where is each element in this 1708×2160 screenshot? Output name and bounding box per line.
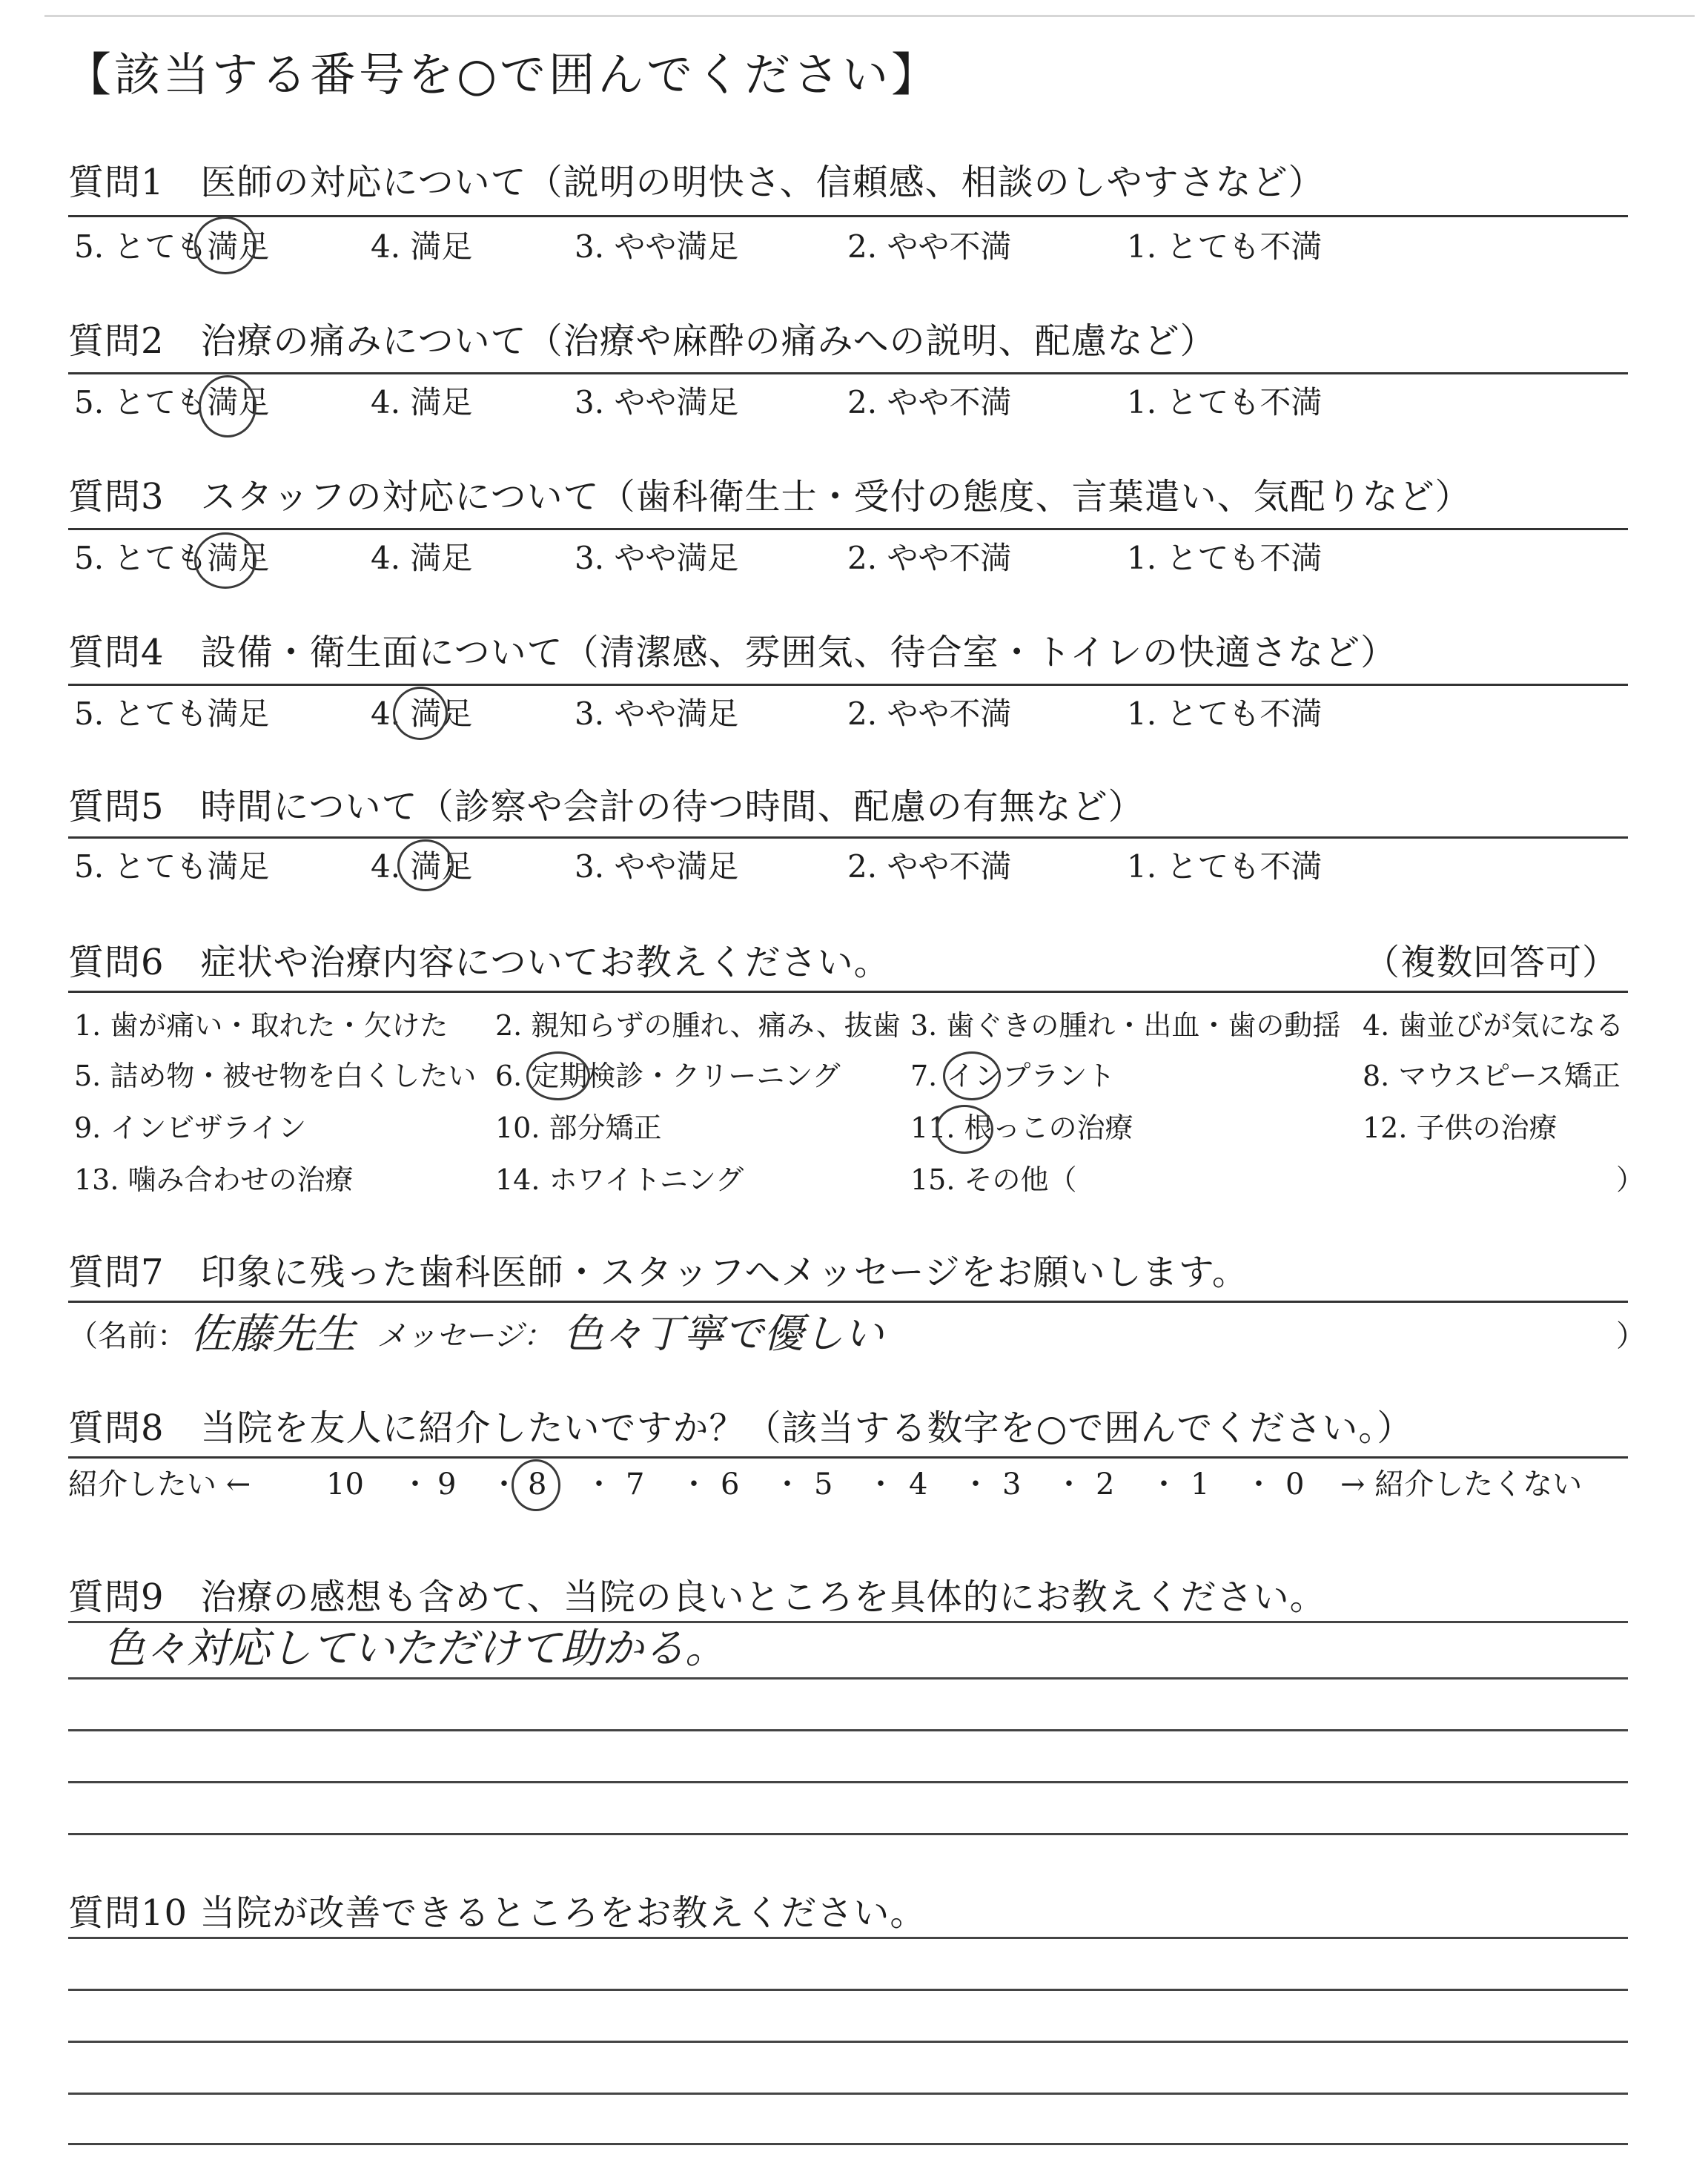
q8-scale-3[interactable]: 3 bbox=[1002, 1467, 1022, 1502]
q8-scale-sep: ・ bbox=[400, 1467, 430, 1502]
q8-scale-4[interactable]: 4 bbox=[909, 1467, 928, 1502]
q10-answer-line-4 bbox=[68, 2093, 1628, 2095]
q8-scale-sep: ・ bbox=[489, 1467, 519, 1502]
q7-close: ） bbox=[1616, 1319, 1646, 1353]
q7-name-value[interactable]: 佐藤先生 bbox=[190, 1310, 356, 1358]
q8-scale-2[interactable]: 2 bbox=[1096, 1467, 1115, 1502]
q4-option-4[interactable]: 4. 満足 bbox=[371, 696, 473, 732]
q6-option-15[interactable]: 15. その他（ bbox=[910, 1163, 1077, 1196]
q3-title: 質問3 スタッフの対応について（歯科衛生士・受付の態度、言葉遣い、気配りなど） bbox=[68, 476, 1472, 518]
q6-option-12[interactable]: 12. 子供の治療 bbox=[1363, 1112, 1558, 1144]
q8-scale-5[interactable]: 5 bbox=[814, 1467, 833, 1502]
q6-rule bbox=[68, 991, 1628, 993]
q5-option-2[interactable]: 2. やや不満 bbox=[847, 848, 1012, 885]
q2-rule bbox=[68, 372, 1628, 374]
q8-scale-8[interactable]: 8 bbox=[528, 1467, 547, 1502]
q8-scale-sep: ・ bbox=[772, 1467, 802, 1502]
q10-answer-line-5 bbox=[68, 2143, 1628, 2145]
q6-option-14[interactable]: 14. ホワイトニング bbox=[495, 1163, 744, 1196]
q8-scale-sep: ・ bbox=[1054, 1467, 1084, 1502]
q2-option-4[interactable]: 4. 満足 bbox=[371, 384, 473, 420]
q5-title: 質問5 時間について（診察や会計の待つ時間、配慮の有無など） bbox=[68, 786, 1145, 828]
q3-selection-circle bbox=[194, 532, 256, 589]
q9-answer-line-5 bbox=[68, 1833, 1628, 1835]
q2-title: 質問2 治療の痛みについて（治療や麻酔の痛みへの説明、配慮など） bbox=[68, 320, 1217, 362]
q5-option-5[interactable]: 5. とても満足 bbox=[74, 848, 270, 885]
q3-option-3[interactable]: 3. やや満足 bbox=[575, 540, 739, 576]
q2-option-3[interactable]: 3. やや満足 bbox=[575, 384, 739, 420]
q6-option-13[interactable]: 13. 噛み合わせの治療 bbox=[74, 1163, 354, 1196]
q2-option-2[interactable]: 2. やや不満 bbox=[847, 384, 1012, 420]
q8-scale-0[interactable]: 0 bbox=[1285, 1467, 1305, 1502]
q6-option-11[interactable]: 11. 根っこの治療 bbox=[910, 1112, 1133, 1144]
q7-message-value[interactable]: 色々丁寧で優しい bbox=[563, 1310, 884, 1357]
q3-option-4[interactable]: 4. 満足 bbox=[371, 540, 473, 576]
q5-option-1[interactable]: 1. とても不満 bbox=[1127, 848, 1323, 885]
q5-option-4[interactable]: 4. 満足 bbox=[371, 848, 473, 885]
q1-option-4[interactable]: 4. 満足 bbox=[371, 228, 473, 265]
q7-rule bbox=[68, 1301, 1628, 1303]
q9-answer-text[interactable]: 色々対応していただけて助かる。 bbox=[104, 1625, 726, 1673]
q10-answer-line-3 bbox=[68, 2041, 1628, 2043]
q5-rule bbox=[68, 836, 1628, 839]
q7-message-label: メッセージ： bbox=[377, 1319, 553, 1353]
q3-option-5[interactable]: 5. とても満足 bbox=[74, 540, 270, 576]
q8-scale-1[interactable]: 1 bbox=[1191, 1467, 1210, 1502]
q6-selection-circle-7 bbox=[943, 1051, 1001, 1100]
q7-title: 質問7 印象に残った歯科医師・スタッフへメッセージをお願いします。 bbox=[68, 1252, 1248, 1293]
q4-selection-circle bbox=[393, 687, 448, 740]
q8-scale-sep: ・ bbox=[866, 1467, 896, 1502]
q4-option-5[interactable]: 5. とても満足 bbox=[74, 696, 270, 732]
q9-answer-line-3 bbox=[68, 1729, 1628, 1731]
q5-option-3[interactable]: 3. やや満足 bbox=[575, 848, 739, 885]
instruction-header: 【該当する番号を○で囲んでください】 bbox=[65, 47, 941, 102]
q6-option-1[interactable]: 1. 歯が痛い・取れた・欠けた bbox=[74, 1009, 448, 1042]
q6-option-7[interactable]: 7. インプラント bbox=[910, 1060, 1116, 1092]
q4-option-2[interactable]: 2. やや不満 bbox=[847, 696, 1012, 732]
q10-answer-line-1 bbox=[68, 1937, 1628, 1939]
q6-option-2[interactable]: 2. 親知らずの腫れ、痛み、抜歯 bbox=[495, 1009, 901, 1042]
q6-selection-circle-11 bbox=[936, 1105, 993, 1154]
q8-title: 質問8 当院を友人に紹介したいですか？（該当する数字を○で囲んでください。） bbox=[68, 1407, 1414, 1449]
q4-option-3[interactable]: 3. やや満足 bbox=[575, 696, 739, 732]
q3-rule bbox=[68, 528, 1628, 530]
q6-option-4[interactable]: 4. 歯並びが気になる bbox=[1363, 1009, 1624, 1042]
q6-option-9[interactable]: 9. インビザライン bbox=[74, 1112, 307, 1144]
q6-option-10[interactable]: 10. 部分矯正 bbox=[495, 1112, 662, 1144]
q8-scale-10[interactable]: 10 bbox=[326, 1467, 364, 1502]
q9-answer-line-1 bbox=[68, 1621, 1628, 1623]
q8-selection-circle bbox=[512, 1459, 560, 1511]
q6-title: 質問6 症状や治療内容についてお教えください。 bbox=[68, 942, 890, 983]
q1-option-3[interactable]: 3. やや満足 bbox=[575, 228, 739, 265]
q1-option-2[interactable]: 2. やや不満 bbox=[847, 228, 1012, 265]
q8-right-label: → 紹介したくない bbox=[1340, 1467, 1583, 1502]
q9-answer-line-2 bbox=[68, 1677, 1628, 1680]
q8-scale-7[interactable]: 7 bbox=[626, 1467, 645, 1502]
q1-option-1[interactable]: 1. とても不満 bbox=[1127, 228, 1323, 265]
q6-option-6[interactable]: 6. 定期検診・クリーニング bbox=[495, 1060, 841, 1092]
q1-option-5[interactable]: 5. とても満足 bbox=[74, 228, 270, 265]
q4-title: 質問4 設備・衛生面について（清潔感、雰囲気、待合室・トイレの快適さなど） bbox=[68, 632, 1397, 673]
q8-scale-sep: ・ bbox=[584, 1467, 614, 1502]
q8-scale-sep: ・ bbox=[961, 1467, 990, 1502]
q10-title: 質問10 当院が改善できるところをお教えください。 bbox=[68, 1892, 927, 1934]
q8-left-label: 紹介したい ← bbox=[68, 1467, 251, 1502]
q8-scale-9[interactable]: 9 bbox=[437, 1467, 457, 1502]
q9-title: 質問9 治療の感想も含めて、当院の良いところを具体的にお教えください。 bbox=[68, 1576, 1326, 1618]
q8-scale-6[interactable]: 6 bbox=[721, 1467, 740, 1502]
q8-scale-sep: ・ bbox=[1244, 1467, 1274, 1502]
q1-selection-circle bbox=[194, 217, 256, 274]
top-border bbox=[44, 15, 1695, 17]
q7-name-label: （名前： bbox=[68, 1319, 187, 1353]
q2-option-1[interactable]: 1. とても不満 bbox=[1127, 384, 1323, 420]
q3-option-1[interactable]: 1. とても不満 bbox=[1127, 540, 1323, 576]
q10-answer-line-2 bbox=[68, 1989, 1628, 1991]
q2-selection-circle bbox=[199, 375, 256, 437]
q8-rule bbox=[68, 1456, 1628, 1459]
q6-option-8[interactable]: 8. マウスピース矯正 bbox=[1363, 1060, 1621, 1092]
q1-title: 質問1 医師の対応について（説明の明快さ、信頼感、相談のしやすさなど） bbox=[68, 162, 1325, 203]
q6-option-15-close: ） bbox=[1616, 1163, 1645, 1196]
q8-scale-sep: ・ bbox=[1149, 1467, 1179, 1502]
q2-option-5[interactable]: 5. とても満足 bbox=[74, 384, 270, 420]
q5-selection-circle bbox=[397, 839, 454, 891]
q4-option-1[interactable]: 1. とても不満 bbox=[1127, 696, 1323, 732]
q6-option-5[interactable]: 5. 詰め物・被せ物を白くしたい bbox=[74, 1060, 477, 1092]
q8-scale-sep: ・ bbox=[679, 1467, 709, 1502]
q1-rule bbox=[68, 215, 1628, 217]
q9-answer-line-4 bbox=[68, 1781, 1628, 1783]
q3-option-2[interactable]: 2. やや不満 bbox=[847, 540, 1012, 576]
q6-option-3[interactable]: 3. 歯ぐきの腫れ・出血・歯の動揺 bbox=[910, 1009, 1341, 1042]
q4-rule bbox=[68, 684, 1628, 686]
q6-selection-circle-6 bbox=[526, 1051, 590, 1100]
q6-note: （複数回答可） bbox=[1364, 942, 1619, 983]
